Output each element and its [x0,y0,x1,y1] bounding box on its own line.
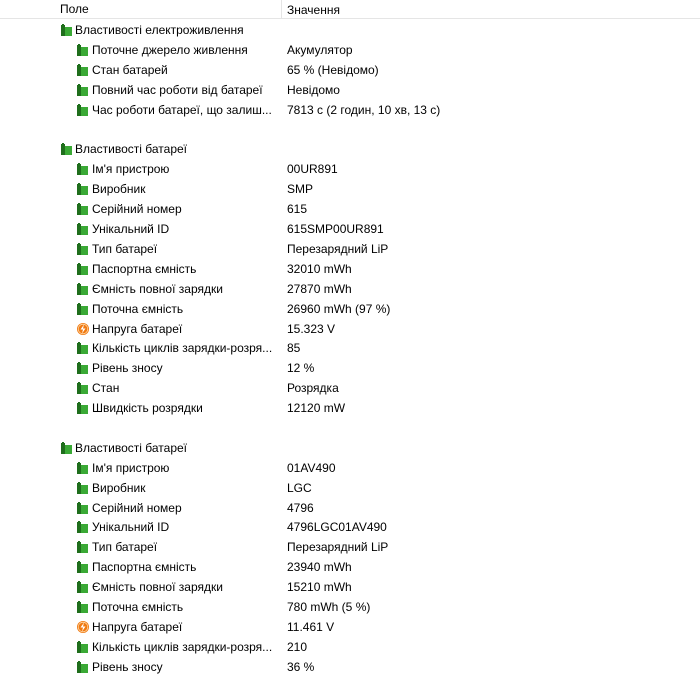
battery-icon [60,441,74,455]
field-label: Тип батареї [92,242,158,256]
property-row[interactable] [0,179,700,199]
field-label: Паспортна ємність [92,560,197,574]
field-value: 11.461 V [287,620,335,634]
field-value: LGC [287,481,312,495]
property-row[interactable] [0,338,700,358]
property-row[interactable] [0,40,700,60]
field-value: 85 [287,341,301,355]
battery-icon [76,282,90,296]
field-label: Час роботи батареї, що залиш... [92,103,272,117]
battery-icon [76,381,90,395]
field-label: Унікальний ID [92,520,170,534]
field-value: 4796LGC01AV490 [287,520,387,534]
field-label: Швидкість розрядки [92,401,203,415]
voltage-icon [76,620,90,634]
field-label: Серійний номер [92,202,182,216]
list-header [0,0,700,19]
property-row[interactable] [0,319,700,339]
field-label: Поточна ємність [92,600,184,614]
field-label: Тип батареї [92,540,158,554]
battery-icon [76,103,90,117]
field-value: 12120 mW [287,401,346,415]
property-row[interactable] [0,219,700,239]
battery-icon [76,501,90,515]
group-row[interactable] [0,20,700,40]
property-row[interactable] [0,617,700,637]
field-value: 32010 mWh [287,262,352,276]
battery-icon [76,341,90,355]
field-label: Виробник [92,481,146,495]
battery-icon [76,63,90,77]
field-value: 15210 mWh [287,580,352,594]
battery-icon [76,361,90,375]
field-value: 7813 с (2 годин, 10 хв, 13 с) [287,103,441,117]
property-row[interactable] [0,458,700,478]
battery-icon [76,182,90,196]
property-row[interactable] [0,378,700,398]
voltage-icon [76,322,90,336]
field-label: Поточне джерело живлення [92,43,248,57]
property-row[interactable] [0,299,700,319]
property-row[interactable] [0,478,700,498]
field-value: Розрядка [287,381,339,395]
property-row[interactable] [0,577,700,597]
field-value: Перезарядний LiP [287,242,389,256]
field-value: 23940 mWh [287,560,352,574]
column-header-value[interactable]: Значення [287,3,340,17]
property-row[interactable] [0,279,700,299]
field-value: 36 % [287,660,315,674]
battery-icon [76,302,90,316]
battery-icon [76,242,90,256]
property-row[interactable] [0,159,700,179]
field-label: Кількість циклів зарядки-розря... [92,341,273,355]
battery-icon [60,23,74,37]
battery-icon [60,142,74,156]
property-row[interactable] [0,557,700,577]
field-label: Напруга батареї [92,620,183,634]
field-label: Серійний номер [92,501,182,515]
field-value: Невідомо [287,83,340,97]
field-value: SMP [287,182,314,196]
field-label: Кількість циклів зарядки-розря... [92,640,273,654]
property-row[interactable] [0,398,700,418]
property-row[interactable] [0,199,700,219]
field-label: Унікальний ID [92,222,170,236]
field-value: Перезарядний LiP [287,540,389,554]
battery-icon [76,560,90,574]
battery-icon [76,262,90,276]
field-label: Рівень зносу [92,361,163,375]
group-row[interactable] [0,438,700,458]
field-value: 15.323 V [287,322,336,336]
field-label: Напруга батареї [92,322,183,336]
field-value: 65 % (Невідомо) [287,63,379,77]
field-value: 615SMP00UR891 [287,222,384,236]
property-row[interactable] [0,259,700,279]
field-label: Виробник [92,182,146,196]
field-value: 27870 mWh [287,282,352,296]
field-label: Стан батарей [92,63,168,77]
field-value: 01AV490 [287,461,336,475]
battery-icon [76,540,90,554]
field-value: 00UR891 [287,162,338,176]
property-row[interactable] [0,637,700,657]
property-row[interactable] [0,80,700,100]
property-row[interactable] [0,597,700,617]
field-label: Рівень зносу [92,660,163,674]
property-row[interactable] [0,537,700,557]
property-row[interactable] [0,60,700,80]
group-label: Властивості електроживлення [75,23,244,37]
field-label: Ємність повної зарядки [92,282,223,296]
field-value: 26960 mWh (97 %) [287,302,391,316]
battery-icon [76,83,90,97]
field-label: Повний час роботи від батареї [92,83,263,97]
battery-icon [76,660,90,674]
field-label: Поточна ємність [92,302,184,316]
battery-icon [76,222,90,236]
field-label: Стан [92,381,120,395]
property-row[interactable] [0,100,700,120]
property-row[interactable] [0,239,700,259]
field-label: Ім'я пристрою [92,461,170,475]
column-separator[interactable] [281,0,282,18]
battery-icon [76,461,90,475]
field-label: Паспортна ємність [92,262,197,276]
property-row[interactable] [0,657,700,677]
battery-icon [76,481,90,495]
field-value: 780 mWh (5 %) [287,600,371,614]
field-label: Ім'я пристрою [92,162,170,176]
battery-icon [76,202,90,216]
column-header-field[interactable]: Поле [60,2,89,16]
property-row[interactable] [0,358,700,378]
battery-icon [76,640,90,654]
battery-icon [76,580,90,594]
group-label: Властивості батареї [75,142,188,156]
property-row[interactable] [0,517,700,537]
field-value: 210 [287,640,308,654]
field-value: Акумулятор [287,43,353,57]
group-label: Властивості батареї [75,441,188,455]
field-label: Ємність повної зарядки [92,580,223,594]
battery-icon [76,520,90,534]
field-value: 12 % [287,361,315,375]
property-row[interactable] [0,498,700,518]
battery-icon [76,600,90,614]
battery-icon [76,43,90,57]
battery-icon [76,401,90,415]
battery-icon [76,162,90,176]
group-row[interactable] [0,139,700,159]
field-value: 615 [287,202,308,216]
field-value: 4796 [287,501,314,515]
